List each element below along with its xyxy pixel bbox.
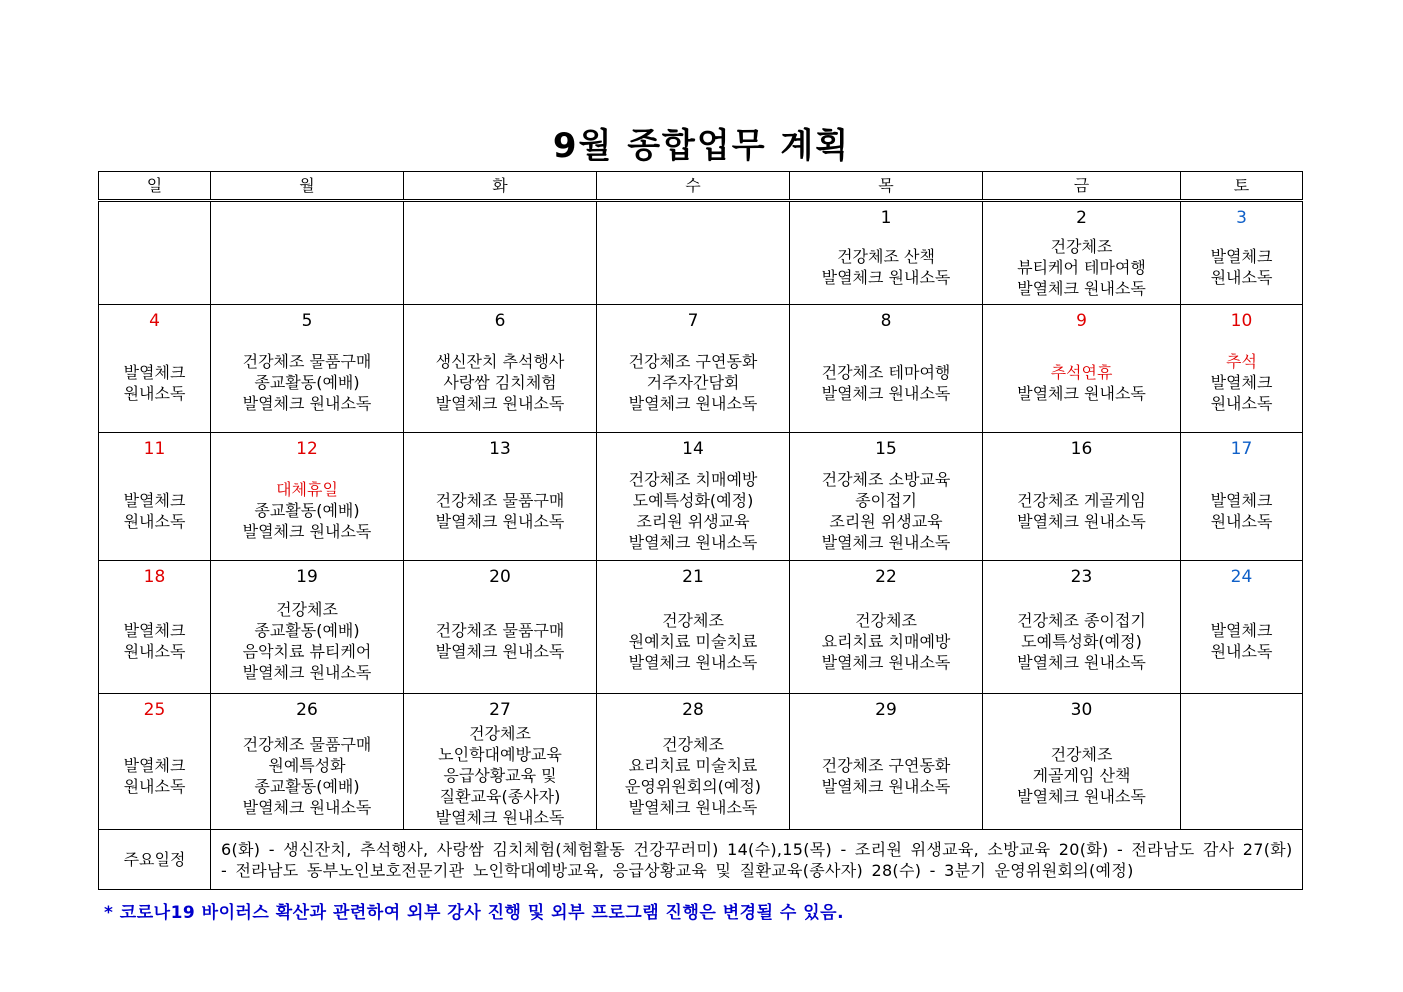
activity-item: 발열체크 <box>123 621 186 640</box>
week-row <box>99 694 1303 830</box>
notes-row <box>99 830 1303 890</box>
activity-item: 건강체조 물품구매 <box>242 352 372 371</box>
weekday-header: 화 <box>404 172 597 201</box>
activity-list <box>597 230 789 304</box>
activity-item: 도예특성화(예정) <box>632 490 754 510</box>
activity-list <box>1181 461 1302 560</box>
activity-item: 발열체크 원내소독 <box>435 808 565 827</box>
footer-note: * 코로나19 바이러스 확산과 관련하여 외부 강사 진행 및 외부 프로그램 진행은 변경될 수 있음. <box>104 903 845 923</box>
activity-list <box>99 333 210 432</box>
activity-item: 거주자간담회 <box>646 373 740 392</box>
activity-list <box>1181 333 1302 432</box>
day-cell <box>597 201 790 305</box>
day-cell <box>404 201 597 305</box>
day-cell <box>211 561 404 694</box>
day-cell <box>1181 694 1303 830</box>
activity-list <box>211 333 403 432</box>
activity-item: 발열체크 원내소독 <box>1017 652 1146 672</box>
activity-list <box>211 722 403 829</box>
activity-item: 건강체조 <box>469 724 531 743</box>
day-number <box>404 208 596 230</box>
weekday-header: 일 <box>99 172 211 201</box>
activity-list <box>99 589 210 693</box>
activity-item: 원내소독 <box>1210 268 1273 287</box>
activity-list <box>404 461 596 560</box>
day-number: 4 <box>149 311 160 331</box>
activity-item: 건강체조 산책 <box>837 247 935 266</box>
day-number: 24 <box>1230 567 1253 587</box>
day-number: 6 <box>494 311 506 331</box>
day-number: 5 <box>301 311 313 331</box>
day-number: 29 <box>875 700 897 720</box>
day-number: 19 <box>296 567 318 587</box>
activity-item: 사랑쌈 김치체험 <box>443 373 557 392</box>
activity-item: 뷰티케어 테마여행 <box>1017 257 1146 277</box>
activity-item: 종교활동(예배) <box>254 776 360 796</box>
activity-item: 질환교육(종사자) <box>439 787 561 806</box>
activity-item: 원내소독 <box>1210 394 1273 413</box>
activity-item: 발열체크 원내소독 <box>435 642 565 661</box>
day-cell <box>983 201 1181 305</box>
day-cell <box>1181 561 1303 694</box>
activity-item: 건강체조 <box>662 610 724 630</box>
day-cell <box>404 561 597 694</box>
activity-item: 생신잔치 추석행사 <box>435 352 565 371</box>
activity-item: 발열체크 원내소독 <box>1017 383 1146 403</box>
day-number: 28 <box>682 700 704 720</box>
day-cell <box>983 305 1181 433</box>
day-cell <box>983 561 1181 694</box>
activity-item: 원내소독 <box>1210 511 1273 531</box>
activity-item: 게골게임 산책 <box>1032 766 1131 785</box>
activity-list <box>99 722 210 829</box>
activity-item: 건강체조 구연동화 <box>821 755 951 775</box>
activity-list <box>790 722 982 829</box>
activity-item: 건강체조 물품구매 <box>435 621 565 640</box>
weekday-header: 토 <box>1181 172 1303 201</box>
activity-list <box>790 230 982 304</box>
day-number: 20 <box>489 567 511 587</box>
activity-list <box>790 589 982 693</box>
day-cell <box>983 694 1181 830</box>
activity-item: 발열체크 <box>1210 373 1273 392</box>
day-number: 8 <box>880 311 892 331</box>
activity-list <box>790 333 982 432</box>
day-cell <box>790 561 983 694</box>
activity-item: 종이접기 <box>855 490 917 510</box>
activity-item: 요리치료 미술치료 <box>628 755 758 775</box>
weekday-header-row <box>99 172 1303 201</box>
activity-item: 발열체크 원내소독 <box>242 522 372 541</box>
activity-item: 발열체크 원내소독 <box>821 532 951 552</box>
activity-item: 조리원 위생교육 <box>829 511 943 531</box>
notes-label: 주요일정 <box>99 830 211 890</box>
activity-item: 대체휴일 <box>276 480 338 499</box>
activity-list <box>404 722 596 829</box>
activity-item: 추석연휴 <box>1050 362 1113 382</box>
day-cell <box>597 561 790 694</box>
day-cell <box>404 694 597 830</box>
activity-item: 발열체크 원내소독 <box>435 394 565 413</box>
activity-item: 발열체크 <box>1210 621 1273 640</box>
weekday-header: 월 <box>211 172 404 201</box>
activity-list <box>211 230 403 304</box>
day-number: 1 <box>880 208 892 228</box>
day-cell <box>597 433 790 561</box>
day-cell <box>99 433 211 561</box>
activity-item: 발열체크 <box>123 755 186 775</box>
day-number: 21 <box>682 567 704 587</box>
activity-item: 원내소독 <box>123 776 186 796</box>
day-cell <box>1181 201 1303 305</box>
activity-item: 건강체조 <box>276 600 338 619</box>
activity-item: 건강체조 물품구매 <box>435 490 565 510</box>
week-row <box>99 561 1303 694</box>
activity-list <box>983 589 1180 693</box>
day-cell <box>99 305 211 433</box>
activity-item: 건강체조 <box>1050 745 1113 764</box>
activity-list <box>597 722 789 829</box>
activity-item: 발열체크 <box>1210 247 1273 266</box>
activity-list <box>597 589 789 693</box>
day-number: 17 <box>1230 439 1253 459</box>
activity-list <box>983 333 1180 432</box>
day-cell <box>1181 305 1303 433</box>
activity-list <box>99 230 210 304</box>
day-number: 26 <box>296 700 318 720</box>
day-number: 22 <box>875 567 897 587</box>
activity-item: 발열체크 원내소독 <box>1017 511 1146 531</box>
activity-item: 응급상황교육 및 <box>443 766 557 785</box>
activity-item: 종교활동(예배) <box>254 373 360 392</box>
activity-item: 건강체조 물품구매 <box>242 734 372 754</box>
activity-item: 건강체조 치매예방 <box>628 469 758 489</box>
activity-item: 건강체조 <box>1050 236 1113 256</box>
day-cell <box>597 694 790 830</box>
activity-list <box>404 333 596 432</box>
activity-item: 발열체크 원내소독 <box>628 532 758 552</box>
activity-list <box>211 589 403 693</box>
day-cell <box>211 305 404 433</box>
calendar-table <box>98 171 1303 890</box>
day-cell <box>404 305 597 433</box>
activity-list <box>211 461 403 560</box>
day-cell <box>99 694 211 830</box>
day-number: 7 <box>687 311 699 331</box>
activity-item: 발열체크 원내소독 <box>242 394 372 413</box>
day-number: 23 <box>1070 567 1093 587</box>
activity-item: 원예특성화 <box>268 755 346 775</box>
day-cell <box>404 433 597 561</box>
day-number: 9 <box>1076 311 1087 331</box>
activity-item: 발열체크 원내소독 <box>1017 787 1146 806</box>
week-row <box>99 433 1303 561</box>
activity-item: 도예특성화(예정) <box>1021 631 1142 651</box>
day-cell <box>790 433 983 561</box>
activity-item: 원내소독 <box>123 642 186 661</box>
activity-list <box>790 461 982 560</box>
weekday-header: 금 <box>983 172 1181 201</box>
activity-item: 원내소독 <box>123 511 186 531</box>
activity-item: 추석 <box>1226 352 1257 371</box>
day-cell <box>983 433 1181 561</box>
day-cell <box>211 694 404 830</box>
day-number: 13 <box>489 439 511 459</box>
day-cell <box>99 561 211 694</box>
activity-item: 원내소독 <box>1210 642 1273 661</box>
activity-item: 음악치료 뷰티케어 <box>242 642 372 661</box>
day-number: 12 <box>296 439 318 459</box>
weekday-header: 수 <box>597 172 790 201</box>
activity-item: 운영위원회의(예정) <box>624 776 762 796</box>
day-cell <box>790 305 983 433</box>
activity-list <box>1181 230 1302 304</box>
activity-list <box>404 589 596 693</box>
activity-item: 발열체크 원내소독 <box>821 776 951 796</box>
page-title: 9월 종합업무 계획 <box>552 126 851 166</box>
activity-item: 발열체크 원내소독 <box>628 652 758 672</box>
day-number: 14 <box>682 439 704 459</box>
activity-item: 조리원 위생교육 <box>636 511 750 531</box>
activity-item: 발열체크 <box>1210 490 1273 510</box>
notes-text: 6(화) - 생신잔치, 추석행사, 사랑쌈 김치체험(체험활동 건강꾸러미) 14(수),15(목) - 조리원 위생교육, 소방교육 20(화) - 전라남도 감사 27(화) - 전라남도 동부노인보호전문기관 노인학대예방교육, 응급상황교육 및 질환교육(종사자) 28(수) - 3분기 운영위원회의(예정) <box>211 830 1303 890</box>
activity-item: 노인학대예방교육 <box>438 745 562 764</box>
day-number: 30 <box>1070 700 1093 720</box>
day-cell <box>211 433 404 561</box>
activity-list <box>99 461 210 560</box>
activity-list <box>983 461 1180 560</box>
weekday-header: 목 <box>790 172 983 201</box>
activity-item: 발열체크 원내소독 <box>1017 278 1146 298</box>
activity-list <box>983 722 1180 829</box>
day-number <box>99 208 210 230</box>
activity-item: 건강체조 종이접기 <box>1017 610 1146 630</box>
activity-item: 건강체조 <box>662 734 724 754</box>
activity-list <box>597 333 789 432</box>
activity-list <box>404 230 596 304</box>
activity-list <box>597 461 789 560</box>
day-number: 18 <box>143 567 166 587</box>
activity-item: 종교활동(예배) <box>254 501 360 520</box>
activity-list <box>1181 589 1302 693</box>
activity-item: 발열체크 원내소독 <box>628 394 758 413</box>
day-number <box>1181 700 1302 722</box>
activity-item: 원내소독 <box>123 383 186 403</box>
day-number: 3 <box>1236 208 1247 228</box>
day-number: 10 <box>1230 311 1253 331</box>
activity-item: 발열체크 <box>123 362 186 382</box>
day-number: 27 <box>489 700 511 720</box>
day-cell <box>597 305 790 433</box>
activity-item: 발열체크 원내소독 <box>435 511 565 531</box>
activity-item: 종교활동(예배) <box>254 621 360 640</box>
activity-item: 발열체크 원내소독 <box>821 383 951 403</box>
activity-item: 원예치료 미술치료 <box>628 631 758 651</box>
day-cell <box>1181 433 1303 561</box>
day-number: 2 <box>1076 208 1087 228</box>
activity-list <box>1181 722 1302 829</box>
week-row <box>99 305 1303 433</box>
day-number: 11 <box>143 439 166 459</box>
activity-item: 건강체조 게골게임 <box>1017 490 1146 510</box>
activity-list <box>983 230 1180 304</box>
activity-item: 발열체크 원내소독 <box>242 797 372 817</box>
day-number: 15 <box>875 439 897 459</box>
activity-item: 발열체크 원내소독 <box>628 797 758 817</box>
activity-item: 건강체조 구연동화 <box>628 352 758 371</box>
day-cell <box>99 201 211 305</box>
activity-item: 발열체크 <box>123 490 186 510</box>
activity-item: 요리치료 치매예방 <box>821 631 951 651</box>
activity-item: 발열체크 원내소독 <box>821 652 951 672</box>
activity-item: 건강체조 소방교육 <box>821 469 951 489</box>
day-number <box>597 208 789 230</box>
day-cell <box>790 201 983 305</box>
activity-item: 건강체조 <box>855 610 917 630</box>
activity-item: 발열체크 원내소독 <box>821 268 951 287</box>
activity-item: 건강체조 테마여행 <box>821 362 951 382</box>
day-number: 25 <box>143 700 166 720</box>
day-number: 16 <box>1070 439 1093 459</box>
day-number <box>211 208 403 230</box>
day-cell <box>790 694 983 830</box>
week-row <box>99 201 1303 305</box>
day-cell <box>211 201 404 305</box>
activity-item: 발열체크 원내소독 <box>242 663 372 682</box>
